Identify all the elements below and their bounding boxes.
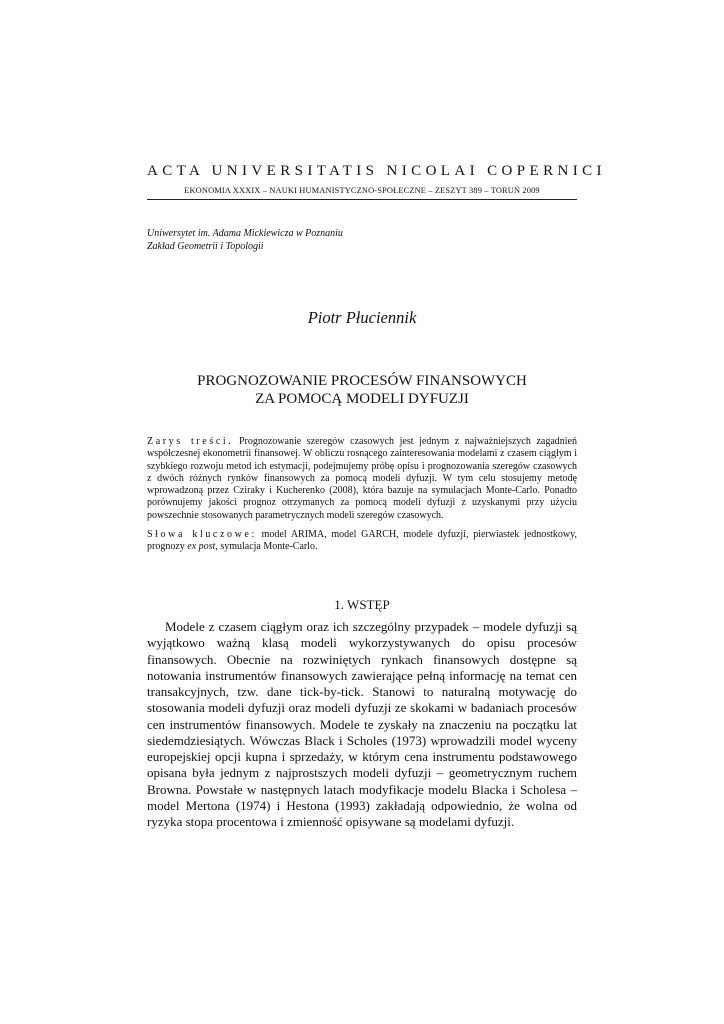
abstract-text: Prognozowanie szeregów czasowych jest jednym z najważniejszych zagadnień współczesnej ekonometrii finansowej. W obliczu rosnącego zainteresowania modelami z czasem ciągłym i szybkiego rozwoju metod ich estymacji, podejmujemy próbę opisu i prognozowania szeregów czasowych z dwóch różnych rynków finansowych za pomocą modeli dyfuzji. W tym celu stosujemy metodę wprowadzoną przez Cziraky i Kucherenko (2008), która bazuje na symulacjach Monte-Carlo. Ponadto porównujemy jakości prognoz otrzymanych za pomocą modeli dyfuzji z uzyskanymi przy użyciu powszechnie stosowanych parametrycznych modeli szeregów czasowych.: [147, 436, 577, 521]
paper-title: [147, 372, 577, 408]
paper-title-line-2: ZA POMOCĄ MODELI DYFUZJI: [255, 391, 469, 407]
keywords-text: model ARIMA, model GARCH, modele dyfuzji, pierwiastek jednostkowy, prognozy: [147, 529, 578, 553]
body-text: [147, 619, 577, 830]
keywords-label: Słowa kluczowe:: [147, 529, 257, 541]
keywords-italic: ex post: [187, 541, 216, 553]
keywords-text-end: , symulacja Monte-Carlo.: [215, 541, 318, 553]
paper-title-line-1: PROGNOZOWANIE PROCESÓW FINANSOWYCH: [197, 373, 527, 389]
affiliation: [147, 227, 343, 253]
body-paragraph: Modele z czasem ciągłym oraz ich szczególny przypadek – modele dyfuzji są wyjątkowo ważną klasą modeli wykorzystywanych do opisu procesów finansowych. Obecnie na rozwiniętych rynkach finansowych dostępne są notowania instrumentów finansowych zawierające pełną informację na temat cen transakcyjnych, tzw. dane tick-by-tick. Stanowi to naturalną motywację do stosowania modeli dyfuzji oraz modeli dyfuzji ze skokami w badaniach procesów cen instrumentów finansowych. Modele te zyskały na znaczeniu na początku lat siedemdziesiątych. Wówczas Black i Scholes (1973) wprowadzili model wyceny europejskiej opcji kupna i sprzedaży, w którym cena instrumentu podstawowego opisana była jednym z najprostszych modeli dyfuzji – geometrycznym ruchem Browna. Powstałe w następnych latach modyfikacje modelu Blacka i Scholesa – model Mertona (1974) i Hestona (1993) zakładają odpowiednio, że wolna od ryzyka stopa procentowa i zmienność opisywane są modelami dyfuzji.: [147, 619, 577, 829]
affiliation-department: Zakład Geometrii i Topologii: [147, 241, 264, 252]
journal-title: ACTA UNIVERSITATIS NICOLAI COPERNICI: [147, 163, 606, 179]
author-name: Piotr Płuciennik: [307, 308, 417, 327]
keywords-paragraph: [147, 529, 577, 554]
abstract: [147, 436, 577, 554]
affiliation-university: Uniwersytet im. Adama Mickiewicza w Poznaniu: [147, 228, 343, 239]
journal-issue-line: EKONOMIA XXXIX – NAUKI HUMANISTYCZNO-SPOŁECZNE – ZESZYT 389 – TORUŃ 2009: [184, 186, 540, 195]
abstract-paragraph: [147, 436, 577, 522]
header-rule: [147, 199, 577, 200]
abstract-label: Zarys treści.: [147, 436, 234, 447]
section-heading: 1. WSTĘP: [334, 597, 390, 612]
